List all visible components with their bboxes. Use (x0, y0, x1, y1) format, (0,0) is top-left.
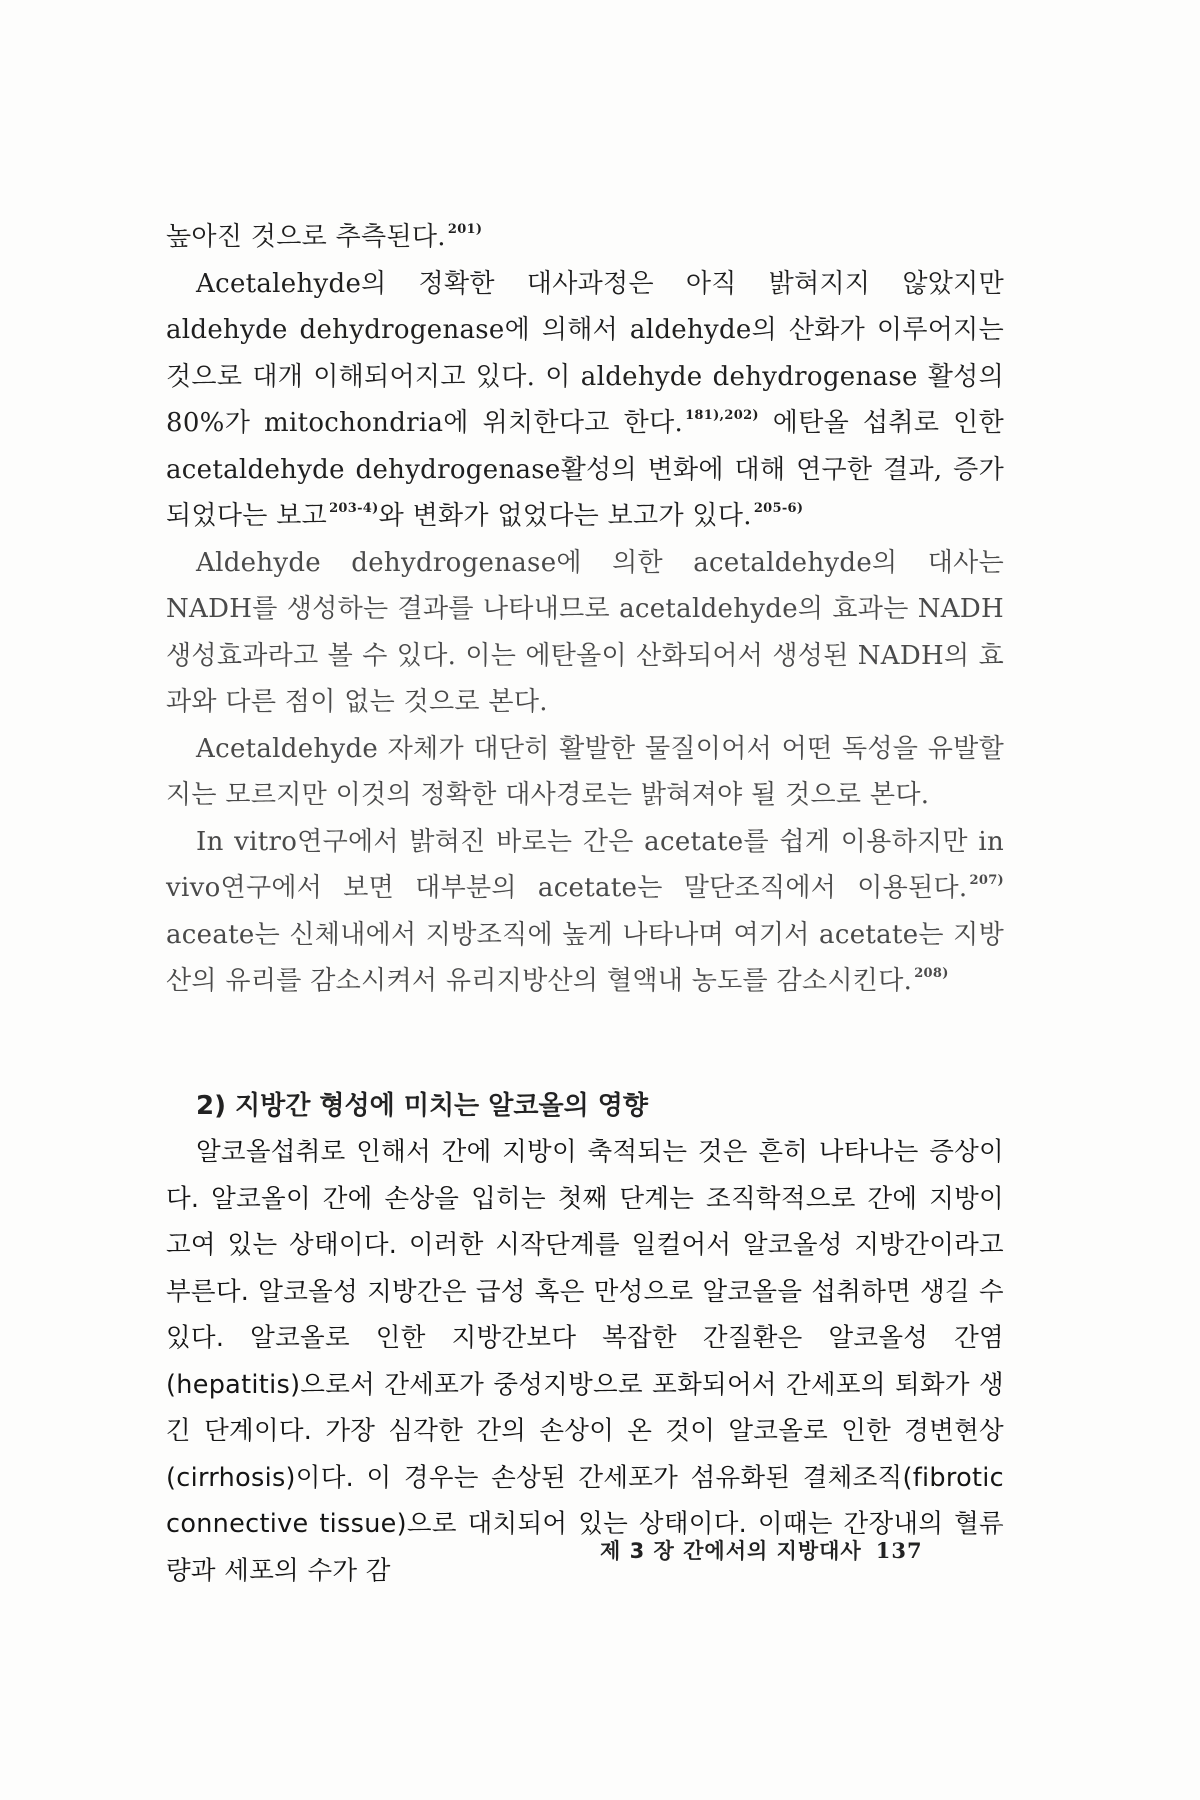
paragraph-fatty-liver: 알코올섭취로 인해서 간에 지방이 축적되는 것은 흔히 나타나는 증상이다. 알코올이 간에 손상을 입히는 첫째 단계는 조직학적으로 간에 지방이 고여 있는 상태이다. 이러한 시작단계를 일컬어서 알코올성 지방간이라고 부른다. 알코올성 지방간은 급성 혹은 만성으로 알코올을 섭취하면 생길 수 있다. 알코올로 인한 지방간보다 복잡한 간질환은 알코올성 간염(hepatitis)으로서 간세포가 중성지방으로 포화되어서 간세포의 퇴화가 생긴 단계이다. 가장 심각한 간의 손상이 온 것이 알코올로 인한 경변현상(cirrhosis)이다. 이 경우는 손상된 간세포가 섬유화된 결체조직(fibrotic connective tissue)으로 대치되어 있는 상태이다. 이때는 간장내의 혈류량과 세포의 수가 감 (166, 1137, 1004, 1586)
section-heading: 2) 지방간 형성에 미치는 알코올의 영향 (196, 1090, 648, 1121)
section-fatty-liver (166, 1083, 1004, 1595)
paragraph-acetate-use (166, 819, 1004, 1005)
opening-line (166, 214, 1004, 261)
running-footer-chapter: 제 3 장 간에서의 지방대사 (600, 1539, 862, 1563)
citation-ref: 208) (914, 966, 949, 981)
paragraph-text: In vitro연구에서 밝혀진 바로는 간은 acetate를 쉽게 이용하지만 in vivo연구에서 보면 대부분의 acetate는 말단조직에서 이용된다. (166, 826, 1004, 903)
citation-ref: 207) (969, 873, 1004, 888)
paragraph-acetaldehyde-toxicity: Acetaldehyde 자체가 대단히 활발한 물질이어서 어떤 독성을 유발할지는 모르지만 이것의 정확한 대사경로는 밝혀져야 될 것으로 본다. (166, 733, 1004, 810)
citation-ref: 205-6) (753, 501, 804, 516)
citation-ref: 201) (447, 222, 483, 237)
page-number: 137 (875, 1538, 923, 1563)
paragraph-text: Acetalehyde의 정확한 대사과정은 아직 밝혀지지 않았지만 aldehyde dehydrogenase에 의해서 aldehyde의 산화가 이루어지는 것으로 대개 이해되어지고 있다. 이 aldehyde dehydrogenase 활성의 80%가 mitochondria에 위치한다고 한다. (166, 268, 1004, 438)
opening-text: 높아진 것으로 추측된다. (166, 222, 446, 252)
citation-ref: 203-4) (329, 501, 379, 516)
paragraph-acetaldehyde-metabolism (166, 261, 1004, 540)
page-footer (600, 1535, 923, 1565)
paragraph-text: 에탄올 섭취로 인한 acetaldehyde dehydrogenase활성의 변화에 대해 연구한 결과, 증가되었다는 보고 (166, 408, 1004, 531)
paragraph-text: 와 변화가 없었다는 보고가 있다. (378, 501, 752, 531)
citation-ref: 181),202) (685, 408, 759, 423)
paragraph-nadh-effect: Aldehyde dehydrogenase에 의한 acetaldehyde의 대사는 NADH를 생성하는 결과를 나타내므로 acetaldehyde의 효과는 NADH생성효과라고 볼 수 있다. 이는 에탄올이 산화되어서 생성된 NADH의 효과와 다른 점이 없는 것으로 본다. (166, 547, 1004, 717)
paragraph-text: aceate는 신체내에서 지방조직에 높게 나타나며 여기서 acetate는 지방산의 유리를 감소시켜서 유리지방산의 혈액내 농도를 감소시킨다. (166, 919, 1004, 996)
page-body (166, 214, 1004, 1594)
